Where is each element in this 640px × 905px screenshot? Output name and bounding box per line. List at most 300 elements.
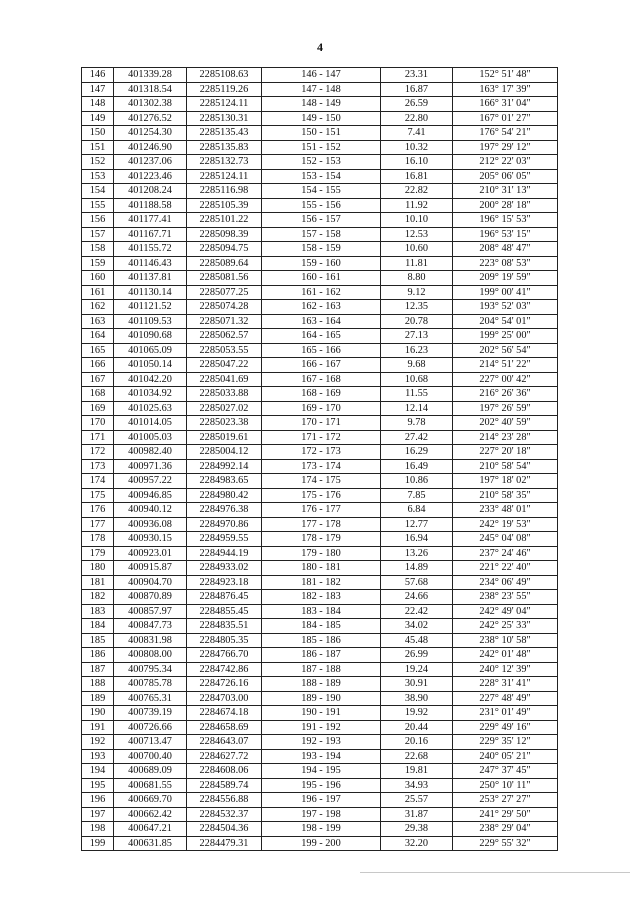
segment-cell: 183 - 184 bbox=[262, 604, 381, 619]
length-cell: 24.66 bbox=[381, 590, 453, 605]
table-row bbox=[82, 575, 558, 590]
length-cell: 11.92 bbox=[381, 198, 453, 213]
table-row bbox=[82, 372, 558, 387]
length-cell: 22.42 bbox=[381, 604, 453, 619]
y-coordinate-cell: 2285105.39 bbox=[187, 198, 262, 213]
x-coordinate-cell: 401014.05 bbox=[114, 416, 187, 431]
segment-cell: 191 - 192 bbox=[262, 720, 381, 735]
table-row bbox=[82, 503, 558, 518]
bearing-cell: 202° 56' 54" bbox=[453, 343, 558, 358]
y-coordinate-cell: 2284983.65 bbox=[187, 474, 262, 489]
segment-cell: 154 - 155 bbox=[262, 184, 381, 199]
bearing-cell: 193° 52' 03" bbox=[453, 300, 558, 315]
length-cell: 10.68 bbox=[381, 372, 453, 387]
length-cell: 25.57 bbox=[381, 793, 453, 808]
table-row bbox=[82, 242, 558, 257]
length-cell: 34.02 bbox=[381, 619, 453, 634]
x-coordinate-cell: 401246.90 bbox=[114, 140, 187, 155]
bearing-cell: 202° 40' 59" bbox=[453, 416, 558, 431]
point-number-cell: 155 bbox=[82, 198, 114, 213]
table-row bbox=[82, 590, 558, 605]
segment-cell: 184 - 185 bbox=[262, 619, 381, 634]
segment-cell: 161 - 162 bbox=[262, 285, 381, 300]
point-number-cell: 166 bbox=[82, 358, 114, 373]
bearing-cell: 208° 48' 47" bbox=[453, 242, 558, 257]
x-coordinate-cell: 400923.01 bbox=[114, 546, 187, 561]
length-cell: 10.32 bbox=[381, 140, 453, 155]
y-coordinate-cell: 2285027.02 bbox=[187, 401, 262, 416]
bearing-cell: 238° 29' 04" bbox=[453, 822, 558, 837]
length-cell: 20.44 bbox=[381, 720, 453, 735]
length-cell: 12.35 bbox=[381, 300, 453, 315]
length-cell: 16.10 bbox=[381, 155, 453, 170]
y-coordinate-cell: 2285071.32 bbox=[187, 314, 262, 329]
length-cell: 16.87 bbox=[381, 82, 453, 97]
point-number-cell: 186 bbox=[82, 648, 114, 663]
bearing-cell: 196° 15' 53" bbox=[453, 213, 558, 228]
y-coordinate-cell: 2284479.31 bbox=[187, 836, 262, 851]
table-row bbox=[82, 633, 558, 648]
segment-cell: 193 - 194 bbox=[262, 749, 381, 764]
point-number-cell: 156 bbox=[82, 213, 114, 228]
x-coordinate-cell: 400785.78 bbox=[114, 677, 187, 692]
bearing-cell: 210° 58' 35" bbox=[453, 488, 558, 503]
length-cell: 22.82 bbox=[381, 184, 453, 199]
x-coordinate-cell: 400957.22 bbox=[114, 474, 187, 489]
segment-cell: 164 - 165 bbox=[262, 329, 381, 344]
segment-cell: 190 - 191 bbox=[262, 706, 381, 721]
point-number-cell: 171 bbox=[82, 430, 114, 445]
point-number-cell: 187 bbox=[82, 662, 114, 677]
bearing-cell: 216° 26' 36" bbox=[453, 387, 558, 402]
bearing-cell: 240° 05' 21" bbox=[453, 749, 558, 764]
y-coordinate-cell: 2285130.31 bbox=[187, 111, 262, 126]
table-row bbox=[82, 619, 558, 634]
point-number-cell: 150 bbox=[82, 126, 114, 141]
length-cell: 19.92 bbox=[381, 706, 453, 721]
point-number-cell: 199 bbox=[82, 836, 114, 851]
table-row bbox=[82, 749, 558, 764]
x-coordinate-cell: 401065.09 bbox=[114, 343, 187, 358]
table-row bbox=[82, 256, 558, 271]
table-row bbox=[82, 778, 558, 793]
bearing-cell: 241° 29' 50" bbox=[453, 807, 558, 822]
x-coordinate-cell: 401034.92 bbox=[114, 387, 187, 402]
length-cell: 12.77 bbox=[381, 517, 453, 532]
segment-cell: 150 - 151 bbox=[262, 126, 381, 141]
x-coordinate-cell: 400647.21 bbox=[114, 822, 187, 837]
length-cell: 8.80 bbox=[381, 271, 453, 286]
y-coordinate-cell: 2284976.38 bbox=[187, 503, 262, 518]
point-number-cell: 180 bbox=[82, 561, 114, 576]
segment-cell: 172 - 173 bbox=[262, 445, 381, 460]
point-number-cell: 190 bbox=[82, 706, 114, 721]
point-number-cell: 196 bbox=[82, 793, 114, 808]
point-number-cell: 161 bbox=[82, 285, 114, 300]
x-coordinate-cell: 401146.43 bbox=[114, 256, 187, 271]
x-coordinate-cell: 400689.09 bbox=[114, 764, 187, 779]
point-number-cell: 146 bbox=[82, 68, 114, 83]
x-coordinate-cell: 400847.73 bbox=[114, 619, 187, 634]
table-row bbox=[82, 155, 558, 170]
segment-cell: 189 - 190 bbox=[262, 691, 381, 706]
x-coordinate-cell: 400808.00 bbox=[114, 648, 187, 663]
y-coordinate-cell: 2285053.55 bbox=[187, 343, 262, 358]
table-row bbox=[82, 459, 558, 474]
length-cell: 22.68 bbox=[381, 749, 453, 764]
bearing-cell: 238° 10' 58" bbox=[453, 633, 558, 648]
bearing-cell: 227° 20' 18" bbox=[453, 445, 558, 460]
x-coordinate-cell: 401130.14 bbox=[114, 285, 187, 300]
segment-cell: 153 - 154 bbox=[262, 169, 381, 184]
length-cell: 10.10 bbox=[381, 213, 453, 228]
bearing-cell: 238° 23' 55" bbox=[453, 590, 558, 605]
x-coordinate-cell: 400662.42 bbox=[114, 807, 187, 822]
x-coordinate-cell: 401121.52 bbox=[114, 300, 187, 315]
y-coordinate-cell: 2285081.56 bbox=[187, 271, 262, 286]
coordinates-table-body bbox=[82, 68, 558, 851]
length-cell: 9.68 bbox=[381, 358, 453, 373]
bearing-cell: 176° 54' 21" bbox=[453, 126, 558, 141]
length-cell: 20.78 bbox=[381, 314, 453, 329]
segment-cell: 196 - 197 bbox=[262, 793, 381, 808]
point-number-cell: 163 bbox=[82, 314, 114, 329]
point-number-cell: 153 bbox=[82, 169, 114, 184]
table-row bbox=[82, 604, 558, 619]
bearing-cell: 233° 48' 01" bbox=[453, 503, 558, 518]
x-coordinate-cell: 400631.85 bbox=[114, 836, 187, 851]
table-row bbox=[82, 691, 558, 706]
table-row bbox=[82, 213, 558, 228]
point-number-cell: 189 bbox=[82, 691, 114, 706]
x-coordinate-cell: 401005.03 bbox=[114, 430, 187, 445]
bearing-cell: 231° 01' 49" bbox=[453, 706, 558, 721]
segment-cell: 192 - 193 bbox=[262, 735, 381, 750]
bearing-cell: 221° 22' 40" bbox=[453, 561, 558, 576]
length-cell: 26.59 bbox=[381, 97, 453, 112]
bearing-cell: 229° 49' 16" bbox=[453, 720, 558, 735]
table-row bbox=[82, 82, 558, 97]
table-row bbox=[82, 677, 558, 692]
x-coordinate-cell: 400915.87 bbox=[114, 561, 187, 576]
y-coordinate-cell: 2284835.51 bbox=[187, 619, 262, 634]
bearing-cell: 204° 54' 01" bbox=[453, 314, 558, 329]
point-number-cell: 169 bbox=[82, 401, 114, 416]
length-cell: 16.49 bbox=[381, 459, 453, 474]
table-row bbox=[82, 822, 558, 837]
table-row bbox=[82, 285, 558, 300]
scan-edge-line bbox=[360, 872, 630, 873]
point-number-cell: 174 bbox=[82, 474, 114, 489]
length-cell: 30.91 bbox=[381, 677, 453, 692]
x-coordinate-cell: 400726.66 bbox=[114, 720, 187, 735]
length-cell: 22.80 bbox=[381, 111, 453, 126]
y-coordinate-cell: 2285108.63 bbox=[187, 68, 262, 83]
table-row bbox=[82, 401, 558, 416]
x-coordinate-cell: 401254.30 bbox=[114, 126, 187, 141]
table-row bbox=[82, 706, 558, 721]
point-number-cell: 184 bbox=[82, 619, 114, 634]
segment-cell: 198 - 199 bbox=[262, 822, 381, 837]
bearing-cell: 234° 06' 49" bbox=[453, 575, 558, 590]
y-coordinate-cell: 2284876.45 bbox=[187, 590, 262, 605]
bearing-cell: 152° 51' 48" bbox=[453, 68, 558, 83]
x-coordinate-cell: 401276.52 bbox=[114, 111, 187, 126]
y-coordinate-cell: 2284970.86 bbox=[187, 517, 262, 532]
table-row bbox=[82, 764, 558, 779]
table-row bbox=[82, 648, 558, 663]
bearing-cell: 214° 51' 22" bbox=[453, 358, 558, 373]
bearing-cell: 242° 25' 33" bbox=[453, 619, 558, 634]
length-cell: 13.26 bbox=[381, 546, 453, 561]
point-number-cell: 149 bbox=[82, 111, 114, 126]
point-number-cell: 193 bbox=[82, 749, 114, 764]
point-number-cell: 157 bbox=[82, 227, 114, 242]
table-row bbox=[82, 358, 558, 373]
y-coordinate-cell: 2284726.16 bbox=[187, 677, 262, 692]
length-cell: 9.12 bbox=[381, 285, 453, 300]
point-number-cell: 176 bbox=[82, 503, 114, 518]
segment-cell: 157 - 158 bbox=[262, 227, 381, 242]
table-row bbox=[82, 68, 558, 83]
segment-cell: 167 - 168 bbox=[262, 372, 381, 387]
segment-cell: 197 - 198 bbox=[262, 807, 381, 822]
x-coordinate-cell: 401318.54 bbox=[114, 82, 187, 97]
table-row bbox=[82, 561, 558, 576]
bearing-cell: 227° 00' 42" bbox=[453, 372, 558, 387]
y-coordinate-cell: 2284674.18 bbox=[187, 706, 262, 721]
table-row bbox=[82, 430, 558, 445]
y-coordinate-cell: 2284923.18 bbox=[187, 575, 262, 590]
length-cell: 27.13 bbox=[381, 329, 453, 344]
y-coordinate-cell: 2285019.61 bbox=[187, 430, 262, 445]
x-coordinate-cell: 401302.38 bbox=[114, 97, 187, 112]
y-coordinate-cell: 2284944.19 bbox=[187, 546, 262, 561]
point-number-cell: 159 bbox=[82, 256, 114, 271]
table-row bbox=[82, 169, 558, 184]
bearing-cell: 197° 29' 12" bbox=[453, 140, 558, 155]
table-row bbox=[82, 793, 558, 808]
length-cell: 19.24 bbox=[381, 662, 453, 677]
length-cell: 26.99 bbox=[381, 648, 453, 663]
point-number-cell: 182 bbox=[82, 590, 114, 605]
y-coordinate-cell: 2285041.69 bbox=[187, 372, 262, 387]
length-cell: 32.20 bbox=[381, 836, 453, 851]
bearing-cell: 250° 10' 11" bbox=[453, 778, 558, 793]
point-number-cell: 147 bbox=[82, 82, 114, 97]
segment-cell: 199 - 200 bbox=[262, 836, 381, 851]
x-coordinate-cell: 400669.70 bbox=[114, 793, 187, 808]
segment-cell: 166 - 167 bbox=[262, 358, 381, 373]
length-cell: 16.81 bbox=[381, 169, 453, 184]
y-coordinate-cell: 2285135.43 bbox=[187, 126, 262, 141]
length-cell: 34.93 bbox=[381, 778, 453, 793]
bearing-cell: 199° 00' 41" bbox=[453, 285, 558, 300]
point-number-cell: 178 bbox=[82, 532, 114, 547]
table-row bbox=[82, 329, 558, 344]
length-cell: 38.90 bbox=[381, 691, 453, 706]
coordinates-table bbox=[81, 67, 558, 851]
length-cell: 57.68 bbox=[381, 575, 453, 590]
y-coordinate-cell: 2285135.83 bbox=[187, 140, 262, 155]
y-coordinate-cell: 2285089.64 bbox=[187, 256, 262, 271]
bearing-cell: 228° 31' 41" bbox=[453, 677, 558, 692]
segment-cell: 151 - 152 bbox=[262, 140, 381, 155]
point-number-cell: 172 bbox=[82, 445, 114, 460]
segment-cell: 169 - 170 bbox=[262, 401, 381, 416]
bearing-cell: 247° 37' 45" bbox=[453, 764, 558, 779]
x-coordinate-cell: 401167.71 bbox=[114, 227, 187, 242]
bearing-cell: 253° 27' 27" bbox=[453, 793, 558, 808]
x-coordinate-cell: 401090.68 bbox=[114, 329, 187, 344]
x-coordinate-cell: 400930.15 bbox=[114, 532, 187, 547]
point-number-cell: 179 bbox=[82, 546, 114, 561]
y-coordinate-cell: 2285101.22 bbox=[187, 213, 262, 228]
segment-cell: 182 - 183 bbox=[262, 590, 381, 605]
table-row bbox=[82, 184, 558, 199]
segment-cell: 156 - 157 bbox=[262, 213, 381, 228]
length-cell: 7.85 bbox=[381, 488, 453, 503]
segment-cell: 194 - 195 bbox=[262, 764, 381, 779]
point-number-cell: 154 bbox=[82, 184, 114, 199]
x-coordinate-cell: 401109.53 bbox=[114, 314, 187, 329]
segment-cell: 176 - 177 bbox=[262, 503, 381, 518]
y-coordinate-cell: 2284933.02 bbox=[187, 561, 262, 576]
bearing-cell: 242° 19' 53" bbox=[453, 517, 558, 532]
y-coordinate-cell: 2285062.57 bbox=[187, 329, 262, 344]
page-number: 4 bbox=[317, 40, 323, 54]
segment-cell: 188 - 189 bbox=[262, 677, 381, 692]
y-coordinate-cell: 2285077.25 bbox=[187, 285, 262, 300]
point-number-cell: 162 bbox=[82, 300, 114, 315]
y-coordinate-cell: 2284627.72 bbox=[187, 749, 262, 764]
point-number-cell: 194 bbox=[82, 764, 114, 779]
length-cell: 45.48 bbox=[381, 633, 453, 648]
point-number-cell: 177 bbox=[82, 517, 114, 532]
segment-cell: 158 - 159 bbox=[262, 242, 381, 257]
length-cell: 16.94 bbox=[381, 532, 453, 547]
segment-cell: 152 - 153 bbox=[262, 155, 381, 170]
x-coordinate-cell: 401177.41 bbox=[114, 213, 187, 228]
y-coordinate-cell: 2284959.55 bbox=[187, 532, 262, 547]
x-coordinate-cell: 401188.58 bbox=[114, 198, 187, 213]
x-coordinate-cell: 400795.34 bbox=[114, 662, 187, 677]
bearing-cell: 166° 31' 04" bbox=[453, 97, 558, 112]
point-number-cell: 160 bbox=[82, 271, 114, 286]
y-coordinate-cell: 2285033.88 bbox=[187, 387, 262, 402]
x-coordinate-cell: 400870.89 bbox=[114, 590, 187, 605]
x-coordinate-cell: 401025.63 bbox=[114, 401, 187, 416]
segment-cell: 187 - 188 bbox=[262, 662, 381, 677]
bearing-cell: 242° 49' 04" bbox=[453, 604, 558, 619]
bearing-cell: 229° 35' 12" bbox=[453, 735, 558, 750]
bearing-cell: 196° 53' 15" bbox=[453, 227, 558, 242]
segment-cell: 171 - 172 bbox=[262, 430, 381, 445]
table-row bbox=[82, 271, 558, 286]
table-row bbox=[82, 474, 558, 489]
length-cell: 12.53 bbox=[381, 227, 453, 242]
bearing-cell: 245° 04' 08" bbox=[453, 532, 558, 547]
bearing-cell: 197° 26' 59" bbox=[453, 401, 558, 416]
y-coordinate-cell: 2285023.38 bbox=[187, 416, 262, 431]
length-cell: 19.81 bbox=[381, 764, 453, 779]
x-coordinate-cell: 400936.08 bbox=[114, 517, 187, 532]
bearing-cell: 240° 12' 39" bbox=[453, 662, 558, 677]
y-coordinate-cell: 2285004.12 bbox=[187, 445, 262, 460]
segment-cell: 181 - 182 bbox=[262, 575, 381, 590]
table-row bbox=[82, 807, 558, 822]
x-coordinate-cell: 401155.72 bbox=[114, 242, 187, 257]
table-row bbox=[82, 227, 558, 242]
point-number-cell: 192 bbox=[82, 735, 114, 750]
segment-cell: 186 - 187 bbox=[262, 648, 381, 663]
y-coordinate-cell: 2284703.00 bbox=[187, 691, 262, 706]
x-coordinate-cell: 401137.81 bbox=[114, 271, 187, 286]
length-cell: 23.31 bbox=[381, 68, 453, 83]
y-coordinate-cell: 2284556.88 bbox=[187, 793, 262, 808]
segment-cell: 185 - 186 bbox=[262, 633, 381, 648]
table-row bbox=[82, 111, 558, 126]
point-number-cell: 152 bbox=[82, 155, 114, 170]
length-cell: 11.81 bbox=[381, 256, 453, 271]
y-coordinate-cell: 2285119.26 bbox=[187, 82, 262, 97]
x-coordinate-cell: 400681.55 bbox=[114, 778, 187, 793]
x-coordinate-cell: 401237.06 bbox=[114, 155, 187, 170]
segment-cell: 162 - 163 bbox=[262, 300, 381, 315]
y-coordinate-cell: 2285047.22 bbox=[187, 358, 262, 373]
y-coordinate-cell: 2284504.36 bbox=[187, 822, 262, 837]
bearing-cell: 227° 48' 49" bbox=[453, 691, 558, 706]
bearing-cell: 163° 17' 39" bbox=[453, 82, 558, 97]
table-row bbox=[82, 836, 558, 851]
table-row bbox=[82, 662, 558, 677]
bearing-cell: 242° 01' 48" bbox=[453, 648, 558, 663]
length-cell: 10.86 bbox=[381, 474, 453, 489]
length-cell: 6.84 bbox=[381, 503, 453, 518]
bearing-cell: 197° 18' 02" bbox=[453, 474, 558, 489]
y-coordinate-cell: 2285116.98 bbox=[187, 184, 262, 199]
segment-cell: 147 - 148 bbox=[262, 82, 381, 97]
segment-cell: 173 - 174 bbox=[262, 459, 381, 474]
length-cell: 10.60 bbox=[381, 242, 453, 257]
segment-cell: 159 - 160 bbox=[262, 256, 381, 271]
point-number-cell: 168 bbox=[82, 387, 114, 402]
point-number-cell: 181 bbox=[82, 575, 114, 590]
table-row bbox=[82, 532, 558, 547]
y-coordinate-cell: 2285074.28 bbox=[187, 300, 262, 315]
y-coordinate-cell: 2285094.75 bbox=[187, 242, 262, 257]
x-coordinate-cell: 401050.14 bbox=[114, 358, 187, 373]
table-row bbox=[82, 517, 558, 532]
table-row bbox=[82, 198, 558, 213]
y-coordinate-cell: 2284589.74 bbox=[187, 778, 262, 793]
point-number-cell: 188 bbox=[82, 677, 114, 692]
segment-cell: 175 - 176 bbox=[262, 488, 381, 503]
x-coordinate-cell: 400904.70 bbox=[114, 575, 187, 590]
point-number-cell: 170 bbox=[82, 416, 114, 431]
length-cell: 9.78 bbox=[381, 416, 453, 431]
point-number-cell: 198 bbox=[82, 822, 114, 837]
x-coordinate-cell: 400765.31 bbox=[114, 691, 187, 706]
segment-cell: 160 - 161 bbox=[262, 271, 381, 286]
segment-cell: 177 - 178 bbox=[262, 517, 381, 532]
y-coordinate-cell: 2285098.39 bbox=[187, 227, 262, 242]
table-row bbox=[82, 488, 558, 503]
bearing-cell: 209° 19' 59" bbox=[453, 271, 558, 286]
x-coordinate-cell: 401042.20 bbox=[114, 372, 187, 387]
x-coordinate-cell: 401339.28 bbox=[114, 68, 187, 83]
length-cell: 16.29 bbox=[381, 445, 453, 460]
